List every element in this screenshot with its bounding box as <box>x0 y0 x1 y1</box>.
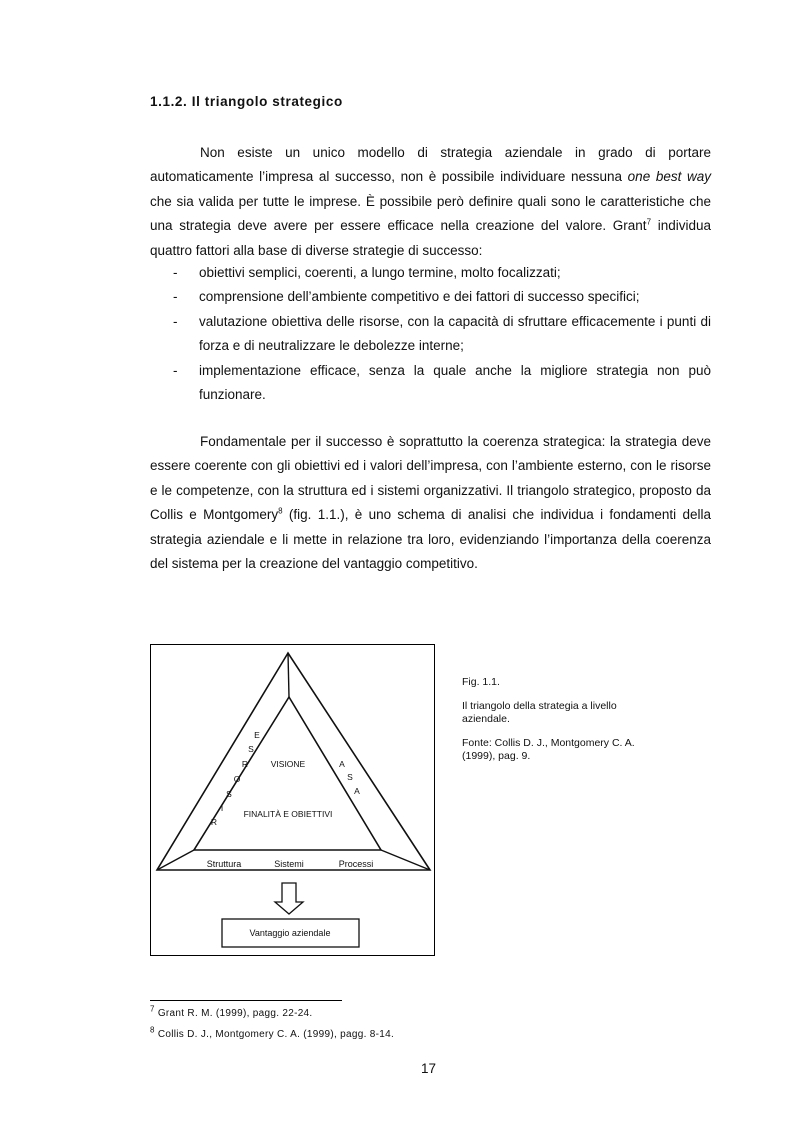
resources-letter: S <box>248 744 254 754</box>
list-item <box>150 261 711 285</box>
systems-label: Sistemi <box>274 859 304 869</box>
footnote-number: 8 <box>150 1025 155 1035</box>
structure-label: Struttura <box>206 859 242 869</box>
intro-emphasis: one best way <box>627 169 711 185</box>
footnote-divider <box>150 1000 342 1001</box>
list-item <box>150 285 711 309</box>
strategic-triangle-figure <box>150 644 435 956</box>
coherence-text-2: (fig. 1.1.), è uno schema di analisi che individua i fondamenti della strategia aziendale e li mette in relazione tra loro, evidenziando l’importanza della coerenza del sistema per la creazione del vantaggio competitivo. <box>150 507 711 572</box>
figure-title: Il triangolo della strategia a livello aziendale. <box>462 699 617 725</box>
apex-connector <box>288 653 289 697</box>
footnote-number: 7 <box>150 1004 155 1014</box>
list-item <box>150 359 711 408</box>
business-letter: A <box>354 786 360 796</box>
footnote-7 <box>150 1004 313 1019</box>
footnote-text: Grant R. M. (1999), pagg. 22-24. <box>154 1008 313 1019</box>
bullet-dash: - <box>173 265 178 280</box>
figure-caption <box>462 676 652 774</box>
business-letter: S <box>347 772 353 782</box>
vision-label: VISIONE <box>270 759 306 769</box>
footnote-ref-8: 8 <box>278 506 283 516</box>
footnote-text: Collis D. J., Montgomery C. A. (1999), pagg. 8-14. <box>154 1029 395 1040</box>
resources-letter: E <box>254 730 260 740</box>
down-arrow-icon <box>275 883 303 914</box>
resources-letter: S <box>226 789 232 799</box>
page-number: 17 <box>421 1061 437 1076</box>
coherence-paragraph <box>150 430 711 576</box>
list-item-text: obiettivi semplici, coerenti, a lungo termine, molto focalizzati; <box>199 265 561 280</box>
footnote-8 <box>150 1025 395 1040</box>
intro-text-2: che sia valida per tutte le imprese. È possibile però definire quali sono le caratteristiche che una strategia deve avere per essere efficace nella creazione del valore. Grant <box>150 193 711 234</box>
footnote-ref-7: 7 <box>646 217 652 227</box>
list-item-text: valutazione obiettiva delle risorse, con la capacità di sfruttare efficacemente i punti di forza e di neutralizzare le debolezze interne; <box>199 313 711 354</box>
coherence-text-1: Fondamentale per il successo è soprattutto la coerenza strategica: la strategia deve essere coerente con gli obiettivi ed i valori dell’impresa, con l’ambiente esterno, con le risorse e le competenze, con la struttura ed i sistemi organizzativi. Il triangolo strategico, proposto da Collis e Montgomery <box>150 434 711 523</box>
intro-text-3: individua quattro fattori alla base di diverse strategie di successo: <box>150 218 711 258</box>
resources-letter: R <box>210 817 218 827</box>
list-item-text: comprensione dell’ambiente competitivo e dei fattori di successo specifici; <box>199 289 640 305</box>
business-letter: A <box>339 759 345 769</box>
inner-triangle <box>194 697 381 850</box>
factor-list <box>150 261 711 407</box>
processes-label: Processi <box>338 859 374 869</box>
figure-source: Fonte: Collis D. J., Montgomery C. A. (1999), pag. 9. <box>462 736 635 762</box>
resources-letter: I <box>220 803 224 813</box>
bullet-dash: - <box>173 289 178 305</box>
strategic-triangle-diagram <box>151 645 436 957</box>
intro-paragraph <box>150 141 711 263</box>
goals-label: FINALITÀ E OBIETTIVI <box>243 809 333 819</box>
resources-letter: R <box>241 759 249 769</box>
list-item <box>150 310 711 359</box>
competitive-advantage-label: Vantaggio aziendale <box>249 928 331 938</box>
bullet-dash: - <box>173 362 178 378</box>
resources-letter: O <box>233 774 241 784</box>
intro-text-1: Non esiste un unico modello di strategia aziendale in grado di portare automaticamente l’impresa al successo, non è possibile individuare nessuna <box>150 145 711 185</box>
list-item-text: implementazione efficace, senza la quale anche la migliore strategia non può funzionare. <box>199 362 711 403</box>
section-heading: 1.1.2. Il triangolo strategico <box>150 94 343 109</box>
bullet-dash: - <box>173 313 178 329</box>
figure-number: Fig. 1.1. <box>462 676 500 688</box>
